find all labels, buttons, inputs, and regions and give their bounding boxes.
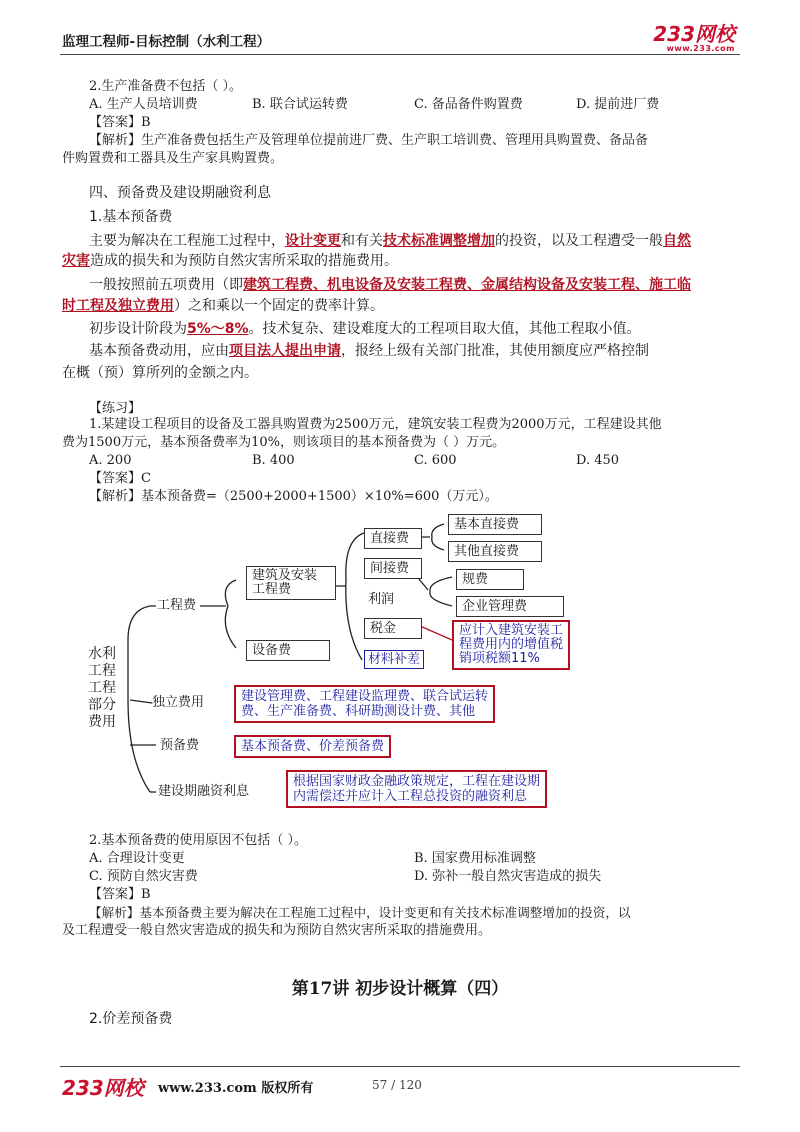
brand-logo-url: www.233.com (666, 44, 735, 53)
paragraph-2-line2: 时工程及独立费用）之和乘以一个固定的费率计算。 (62, 298, 384, 314)
footer-logo[interactable]: 233网校 (62, 1076, 144, 1100)
node-reserve-fee: 预备费 (160, 738, 200, 753)
q2-analysis-line2: 及工程遭受一般自然灾害造成的损失和为预防自然灾害所采取的措施费用。 (62, 923, 492, 938)
paragraph-2-line1: 一般按照前五项费用（即建筑工程费、机电设备及安装工程费、金属结构设备及安装工程、施工临 (89, 277, 691, 293)
root-node: 水利 工程 工程 部分 费用 (88, 646, 116, 730)
node-basic-direct-fee: 基本直接费 (448, 514, 542, 535)
node-other-direct-fee: 其他直接费 (448, 541, 542, 562)
q1-option-a: A. 生产人员培训费 (89, 97, 198, 112)
construction-bracket (346, 533, 364, 660)
practice-stem-line1: 1.某建设工程项目的设备及工器具购置费为2500万元，建筑安装工程费为2000万元，工程建设其他 (89, 417, 662, 432)
node-profit: 利润 (368, 592, 395, 607)
node-equipment-fee: 设备费 (246, 640, 330, 661)
node-independent-fee: 独立费用 (152, 695, 205, 710)
lecture-title: 第17讲 初步设计概算（四） (291, 979, 509, 999)
paragraph-1-line2: 灾害造成的损失和为预防自然灾害所采取的措施费用。 (62, 253, 398, 269)
footer-divider (60, 1066, 740, 1067)
q2-answer: 【答案】B (89, 887, 151, 902)
page-number: 57 / 120 (372, 1078, 422, 1092)
paragraph-4-line2: 在概（预）算所列的金额之内。 (62, 365, 258, 381)
subsection-price-reserve: 2.价差预备费 (89, 1011, 173, 1027)
paragraph-1-line1: 主要为解决在工程施工过程中，设计变更和有关技术标准调整增加的投资，以及工程遭受一般自然 (89, 233, 691, 249)
q1-answer: 【答案】B (89, 115, 151, 130)
node-indirect-fee: 间接费 (364, 558, 422, 579)
header-divider (60, 54, 740, 55)
node-financing-interest: 建设期融资利息 (158, 784, 250, 799)
node-direct-fee: 直接费 (364, 528, 422, 549)
node-tax: 税金 (364, 618, 422, 639)
subsection-basic-reserve: 1.基本预备费 (89, 209, 173, 225)
q1-analysis-line1: 【解析】生产准备费包括生产及管理单位提前进厂费、生产职工培训费、管理用具购置费、备品备 (89, 133, 649, 148)
practice-option-a: A. 200 (89, 453, 132, 468)
node-statutory-fee: 规费 (456, 569, 524, 590)
paragraph-3: 初步设计阶段为5%～8%。技术复杂、建设难度大的工程项目取大值，其他工程取小值。 (89, 321, 641, 337)
practice-label: 【练习】 (89, 401, 142, 416)
q2-option-a: A. 合理设计变更 (89, 851, 185, 866)
engineering-bracket (225, 580, 236, 648)
paragraph-4-line1: 基本预备费动用，应由项目法人提出申请，报经上级有关部门批准，其使用额度应严格控制 (89, 343, 649, 359)
q1-stem: 2.生产准备费不包括（ ）。 (89, 79, 243, 94)
q1-option-c: C. 备品备件购置费 (414, 97, 523, 112)
node-material-diff: 材料补差 (364, 650, 424, 669)
q2-analysis-line1: 【解析】基本预备费主要为解决在工程施工过程中，设计变更和有关技术标准调整增加的投资，以 (89, 905, 631, 920)
practice-stem-line2: 费为1500万元，基本预备费率为10%，则该项目的基本预备费为（ ）万元。 (62, 435, 506, 450)
practice-option-d: D. 450 (576, 453, 620, 468)
q2-stem: 2.基本预备费的使用原因不包括（ ）。 (89, 833, 308, 848)
note-tax: 应计入建筑安装工 程费用内的增值税 销项税额11% (452, 620, 570, 670)
brand-logo[interactable] (653, 24, 735, 53)
section-heading: 四、预备费及建设期融资利息 (89, 185, 271, 201)
q2-option-b: B. 国家费用标准调整 (414, 851, 536, 866)
node-engineering-fee: 工程费 (157, 598, 197, 613)
note-independent-fee: 建设管理费、工程建设监理费、联合试运转 费、生产准备费、科研勘测设计费、其他 (234, 685, 495, 723)
q2-option-d: D. 弥补一般自然灾害造成的损失 (414, 869, 602, 884)
brand-logo-text: 233网校 (653, 22, 735, 46)
practice-analysis: 【解析】基本预备费=（2500+2000+1500）×10%=600（万元）。 (89, 489, 498, 504)
root-bracket (128, 606, 150, 792)
node-enterprise-mgmt-fee: 企业管理费 (456, 596, 564, 617)
q1-analysis-line2: 件购置费和工器具及生产家具购置费。 (62, 151, 284, 166)
footer-copyright: www.233.com 版权所有 (158, 1081, 314, 1096)
note-financing-interest: 根据国家财政金融政策规定，工程在建设期 内需偿还并应计入工程总投资的融资利息 (286, 770, 547, 808)
node-construction-install: 建筑及安装 工程费 (246, 566, 336, 600)
practice-answer: 【答案】C (89, 471, 151, 486)
q1-option-d: D. 提前进厂费 (576, 97, 660, 112)
q2-option-c: C. 预防自然灾害费 (89, 869, 198, 884)
practice-option-b: B. 400 (252, 453, 295, 468)
note-reserve-fee: 基本预备费、价差预备费 (234, 735, 391, 758)
practice-option-c: C. 600 (414, 453, 457, 468)
document-header-title: 监理工程师-目标控制（水利工程） (62, 34, 271, 50)
q1-option-b: B. 联合试运转费 (252, 97, 348, 112)
